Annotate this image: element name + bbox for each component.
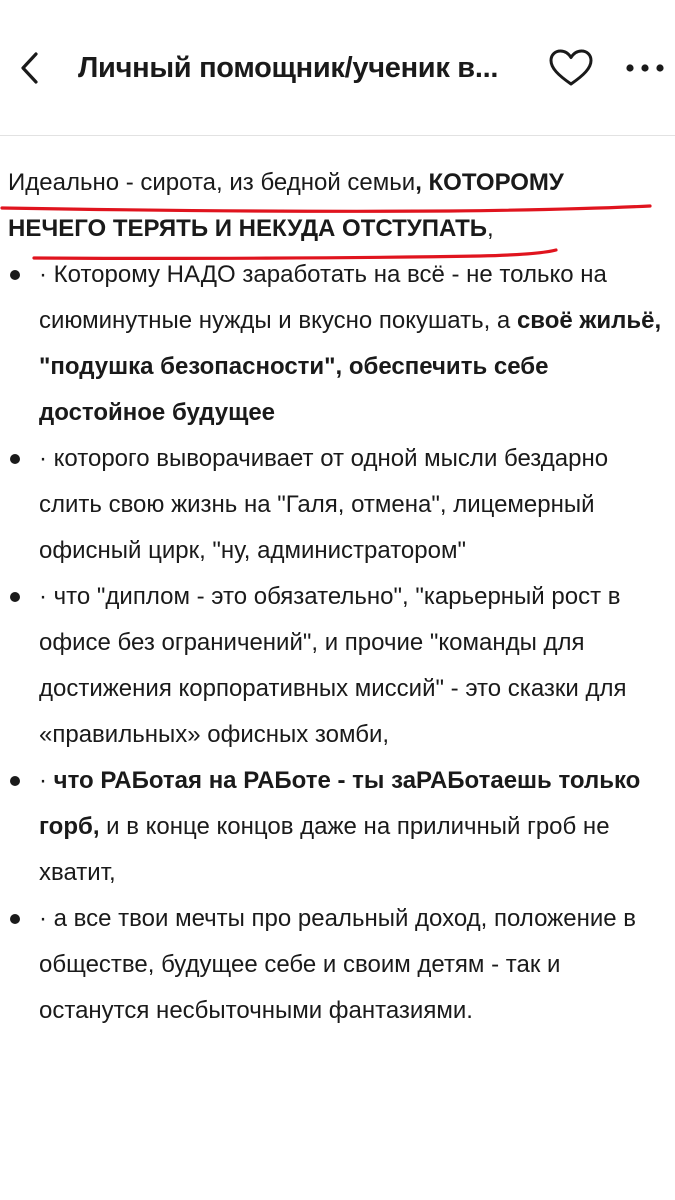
intro-text-bold: , КОТОРОМУ xyxy=(415,169,564,196)
heart-icon xyxy=(548,48,594,88)
intro-line-2 xyxy=(8,206,667,252)
bullet-text: · а все твои мечты про реальный доход, положение в обществе, будущее себе и своим детям - так и останутся несбыточными фантазиями. xyxy=(39,905,636,1024)
more-options-button[interactable] xyxy=(622,46,668,90)
bullet-text: · xyxy=(39,767,54,794)
list-item xyxy=(0,758,675,896)
bullet-text-tail: и в конце концов даже на приличный гроб не хватит, xyxy=(39,813,610,886)
list-item xyxy=(0,574,675,758)
like-button[interactable] xyxy=(546,46,596,90)
article-body xyxy=(0,160,675,1034)
intro-text-bold-2: НЕЧЕГО ТЕРЯТЬ И НЕКУДА ОТСТУПАТЬ xyxy=(8,215,488,242)
intro-paragraph xyxy=(0,160,675,252)
bullet-text-bold: своё жильё, "подушка безопасности", обеспечить себе достойное будущее xyxy=(39,307,662,426)
bullet-dot xyxy=(10,914,20,924)
bullet-dot xyxy=(10,592,20,602)
list-item xyxy=(0,252,675,436)
bullet-dot xyxy=(10,454,20,464)
bullet-dot xyxy=(10,776,20,786)
bullet-text: · что "диплом - это обязательно", "карьерный рост в офисе без ограничений", и прочие "команды для достижения корпоративных миссий" - это сказки для «правильных» офисных зомби, xyxy=(39,583,627,748)
page-title: Личный помощник/ученик в... xyxy=(78,52,499,84)
chevron-left-icon xyxy=(19,51,41,85)
bullet-text: · Которому НАДО заработать на всё - не только на сиюминутные нужды и вкусно покушать, а xyxy=(39,261,607,334)
intro-text-normal: Идеально - сирота, из бедной семьи xyxy=(8,169,416,196)
more-dots-icon xyxy=(625,63,665,73)
intro-text-tail: , xyxy=(487,215,494,242)
list-item xyxy=(0,896,675,1034)
bullet-text-bold: что РАБотая на РАБоте - ты заРАБотаешь только горб, xyxy=(39,767,641,840)
list-item xyxy=(0,436,675,574)
bullet-list xyxy=(0,252,675,1034)
intro-line-1 xyxy=(8,160,667,206)
article-header xyxy=(0,0,675,136)
bullet-dot xyxy=(10,270,20,280)
back-button[interactable] xyxy=(10,46,50,90)
bullet-text: · которого выворачивает от одной мысли бездарно слить свою жизнь на "Галя, отмена", лицемерный офисный цирк, "ну, администратором" xyxy=(39,445,609,564)
